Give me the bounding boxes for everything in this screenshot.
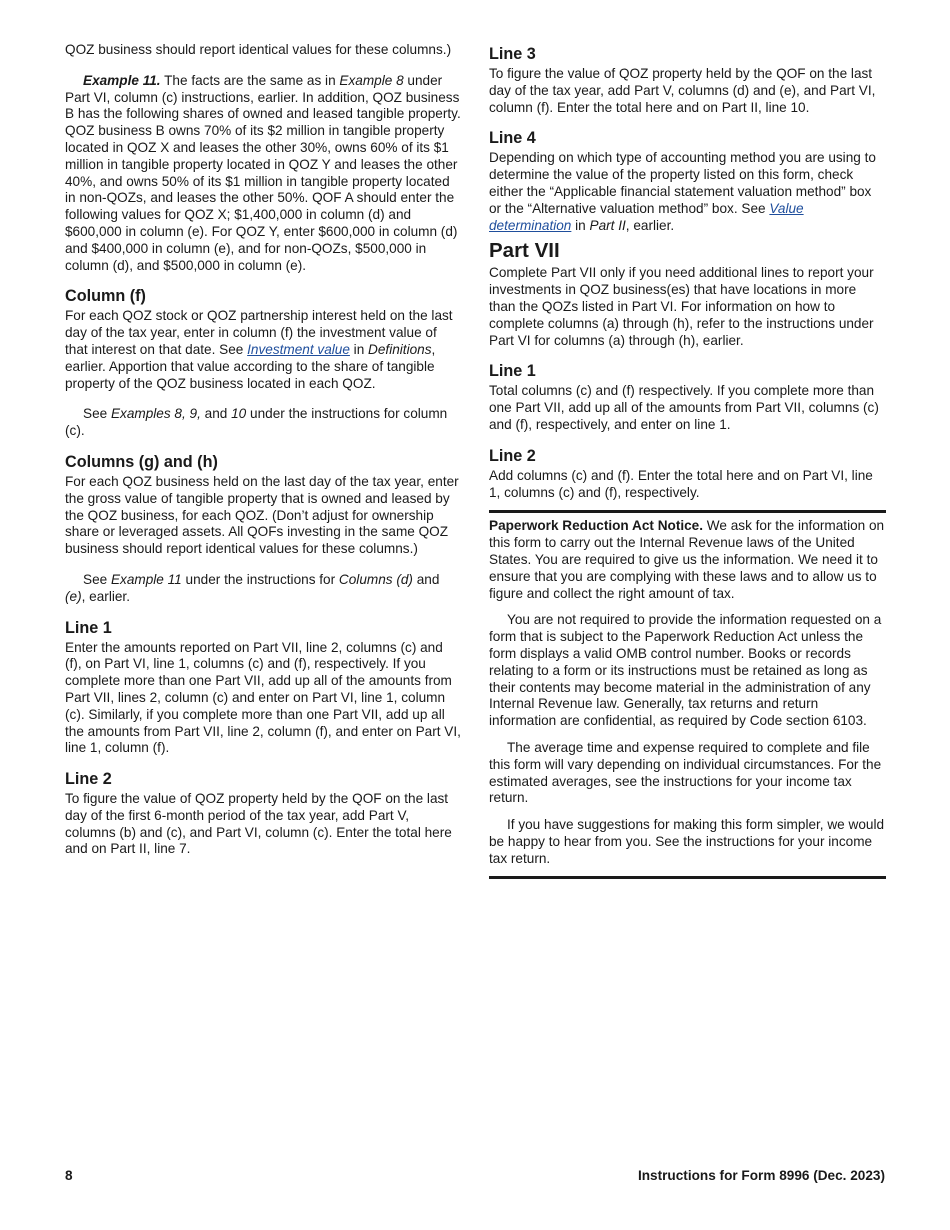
part-vii-line-2-body: Add columns (c) and (f). Enter the total here and on Part VI, line 1, columns (c) and (f), respectively. [489, 467, 873, 500]
columns-g-h-body: For each QOZ business held on the last day of the tax year, enter the gross value of tangible property that is owned and leased by the QOZ business, for each QOZ. (Don’t adjust for ownership share or leveraged assets. All QOFs investing in the same QOZ business should report identical values for these columns.) [65, 473, 459, 557]
column-f-heading: Column (f) [65, 287, 146, 306]
paperwork-notice-p3: The average time and expense required to complete and file this form will vary depending on individual circumstances. For the estimated averages, see the instructions for your income tax return. [489, 739, 882, 806]
column-f-see-also: See Examples 8, 9, and 10 under the instructions for column (c). [65, 406, 448, 439]
value-determination-link[interactable]: Value determination [489, 200, 804, 233]
line-4-heading: Line 4 [489, 129, 536, 148]
paperwork-bottom-rule [489, 876, 886, 879]
line-2-heading: Line 2 [65, 770, 112, 789]
paperwork-notice-p1: Paperwork Reduction Act Notice. We ask for the information on this form to carry out the Internal Revenue laws of the United States. You are required to give us the information. We need it to ensure that you are complying with these laws and to allow us to figure and collect the right amount of tax. [489, 518, 885, 601]
example-11-paragraph: Example 11. The facts are the same as in Example 8 under Part VI, column (c) instructions, earlier. In addition, QOZ business B has the following shares of owned and leased tangible property. QOZ business B owns 70% of its $2 million in tangible property located in QOZ X and leases the other 30%, owns 60% of its $1 million in tangible property located in QOZ Y and leases the other 40%, and owns 50% of its $1 million in tangible property located in non-QOZs, and leases the other 50%. QOF A should enter the following values for QOZ X; $1,400,000 in column (d) and $600,000 in column (e). For QOZ Y, enter $600,000 in column (d) and $400,000 in column (e), and for non-QOZs, $500,000 in column (d), and $500,000 in column (e). [65, 72, 461, 273]
footer-form-title: Instructions for Form 8996 (Dec. 2023) [637, 1168, 885, 1183]
investment-value-link[interactable]: Investment value [247, 341, 350, 357]
columns-g-h-heading: Columns (g) and (h) [65, 452, 218, 471]
column-f-body: For each QOZ stock or QOZ partnership interest held on the last day of the tax year, enter in column (f) the investment value of that interest on that date. See Investment value in Definitions, earlier. Apportion that value according to the share of tangible property of the QOZ business located in each QOZ. [65, 308, 453, 391]
paperwork-top-rule [489, 510, 886, 513]
part-vii-line-1-body: Total columns (c) and (f) respectively. If you complete more than one Part VII, add up all of the amounts from Part VII, columns (c) and (f), respectively, and enter on line 1. [489, 383, 879, 432]
columns-g-h-see-also: See Example 11 under the instructions for Columns (d) and (e), earlier. [65, 571, 440, 604]
line-3-body: To figure the value of QOZ property held by the QOF on the last day of the tax year, add Part V, columns (d) and (e), and Part VI, column (f). Enter the total here and on Part II, line 10. [489, 66, 876, 115]
paperwork-notice-label: Paperwork Reduction Act Notice. [489, 518, 704, 534]
line-1-body: Enter the amounts reported on Part VII, line 2, columns (c) and (f), on Part VI, line 1, columns (c) and (f), respectively. If you complete more than one Part VII, add up all of the amounts from Part VII, lines 2, column (c) and enter on Part VI, line 1, column (c). Similarly, if you complete more than one Part VII, add up all the amounts from Part VII, line 2, column (f), and enter on Part VI, line 1, column (f). [65, 639, 461, 756]
paperwork-notice-p2: You are not required to provide the information requested on a form that is subject to the Paperwork Reduction Act unless the form displays a valid OMB control number. Books or records relating to a form or its instructions must be retained as long as their contents may become material in the administration of any Internal Revenue law. Generally, tax returns and return information are confidential, as required by Code section 6103. [489, 612, 882, 729]
example-11-label: Example 11. [83, 72, 161, 88]
part-vii-line-1-heading: Line 1 [489, 362, 536, 381]
line-1-heading: Line 1 [65, 618, 112, 637]
paperwork-notice-p4: If you have suggestions for making this form simpler, we would be happy to hear from you. See the instructions for your income tax return. [489, 817, 885, 866]
intro-continuation: QOZ business should report identical values for these columns.) [65, 42, 452, 57]
line-3-heading: Line 3 [489, 45, 536, 63]
part-vii-heading: Part VII [489, 239, 560, 263]
left-column [65, 42, 462, 858]
line-2-body: To figure the value of QOZ property held by the QOF on the last day of the first 6-month period of the tax year, add Part V, columns (b) and (c), and Part VI, column (c). Enter the total here and on Part II, line 7. [65, 791, 452, 857]
line-4-body: Depending on which type of accounting method you are using to determine the value of the property listed on this form, check either the “Applicable financial statement valuation method” box or the “Alternative valuation method” box. See Value determination in Part II, earlier. [489, 150, 876, 233]
right-column [489, 42, 886, 879]
page-number: 8 [65, 1168, 73, 1183]
part-vii-body: Complete Part VII only if you need additional lines to report your investments in QOZ business(es) that have locations in more than the QOZs listed in Part VI. For information on how to complete columns (a) through (h), refer to the instructions under Part VI for columns (a) through (h), earlier. [489, 265, 874, 348]
part-vii-line-2-heading: Line 2 [489, 446, 536, 465]
